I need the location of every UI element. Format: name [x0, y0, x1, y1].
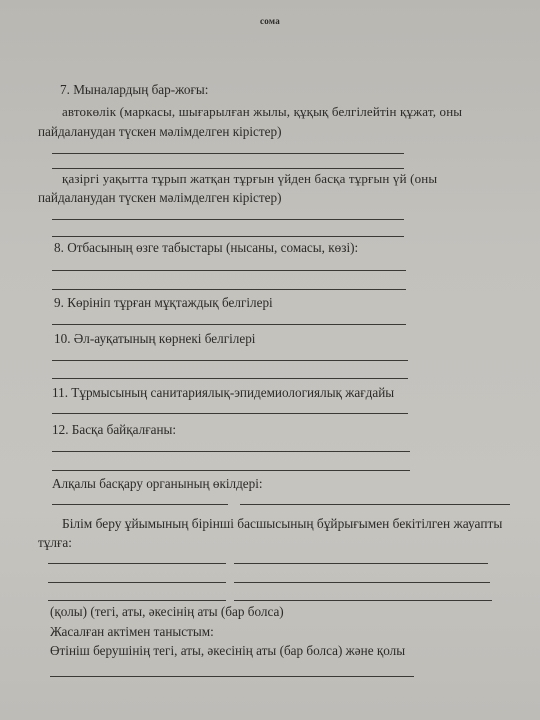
q7-title: 7. Мыналардың бар-жоғы:: [60, 82, 209, 97]
q7-housing-line1: қазіргі уақытта тұрып жатқан тұрғын үйден басқа тұрғын үй (оны: [62, 171, 438, 186]
responsible-signature-line-1-left[interactable]: [48, 563, 226, 564]
q7-housing-line2: пайдаланудан түскен мәлімделген кірістер): [38, 190, 282, 205]
responsible-signature-line-3-right[interactable]: [234, 600, 492, 601]
q10-answer-line-1[interactable]: [52, 360, 408, 361]
collegial-signature-line-left[interactable]: [52, 504, 228, 505]
applicant-label: Өтініш берушінің тегі, аты, әкесінің аты (бар болса) және қолы: [50, 643, 406, 658]
q8-label: 8. Отбасының өзге табыстары (нысаны, сомасы, көзі):: [54, 240, 359, 255]
page-header: сома: [259, 16, 281, 26]
q12-label: 12. Басқа байқалғаны:: [52, 422, 177, 437]
responsible-signature-line-1-right[interactable]: [234, 563, 488, 564]
q7-housing-answer-line-2[interactable]: [52, 236, 404, 237]
responsible-signature-line-3-left[interactable]: [48, 600, 226, 601]
q10-answer-line-2[interactable]: [52, 378, 408, 379]
q7-auto-line1: автокөлік (маркасы, шығарылған жылы, құқық белгілейтін құжат, оны: [62, 104, 463, 119]
responsible-signature-line-2-left[interactable]: [48, 582, 226, 583]
responsible-person-line2: тұлға:: [38, 535, 72, 550]
q7-housing-answer-line-1[interactable]: [52, 219, 404, 220]
q7-auto-answer-line-1[interactable]: [52, 153, 404, 154]
responsible-signature-line-2-right[interactable]: [234, 582, 490, 583]
q12-answer-line-2[interactable]: [52, 470, 410, 471]
q11-label: 11. Тұрмысының санитариялық-эпидемиологиялық жағдайы: [52, 385, 395, 400]
signature-caption: (қолы) (тегі, аты, әкесінің аты (бар болса): [50, 604, 284, 619]
applicant-signature-line[interactable]: [50, 676, 414, 677]
q7-auto-line2: пайдаланудан түскен мәлімделген кірістер): [38, 124, 282, 139]
q11-answer-line[interactable]: [52, 413, 408, 414]
q9-label: 9. Көрініп тұрған мұқтаждық белгілері: [54, 295, 273, 310]
collegial-body-label: Алқалы басқару органының өкілдері:: [52, 476, 263, 491]
q12-answer-line-1[interactable]: [52, 451, 410, 452]
q10-label: 10. Әл-ауқатының көрнекі белгілері: [54, 331, 256, 346]
q7-auto-answer-line-2[interactable]: [52, 168, 404, 169]
q8-answer-line-1[interactable]: [52, 270, 406, 271]
q8-answer-line-2[interactable]: [52, 289, 406, 290]
q9-answer-line[interactable]: [52, 324, 406, 325]
collegial-signature-line-right[interactable]: [240, 504, 510, 505]
acquainted-label: Жасалған актімен таныстым:: [50, 624, 214, 639]
responsible-person-line1: Білім беру ұйымының бірінші басшысының бұйрығымен бекітілген жауапты: [62, 516, 503, 531]
